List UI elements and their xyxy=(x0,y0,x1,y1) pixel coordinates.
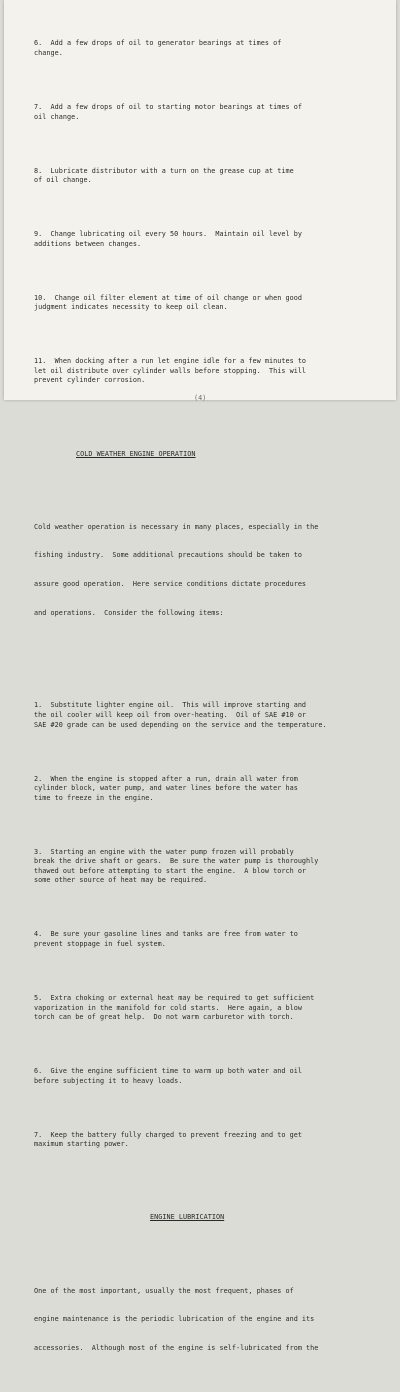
numbered-list-cold xyxy=(34,682,386,1169)
list-item xyxy=(34,230,386,249)
text-line: torch can be of great help. Do not warm carburetor with torch. xyxy=(34,1013,294,1022)
text-line: judgment indicates necessity to keep oil clean. xyxy=(34,303,228,312)
text-line: of oil change. xyxy=(34,176,92,185)
list-item xyxy=(34,1067,386,1086)
list-item xyxy=(34,1131,386,1150)
text-line: vaporization in the manifold for cold starts. Here again, a blow xyxy=(34,1003,302,1012)
text-line: 9. Change lubricating oil every 50 hours. Maintain oil level by xyxy=(34,230,302,239)
section-heading-cold-weather: COLD WEATHER ENGINE OPERATION xyxy=(76,449,196,458)
section-heading-lubrication: ENGINE LUBRICATION xyxy=(150,1213,225,1222)
text-line: some other source of heat may be required. xyxy=(34,876,208,885)
list-item xyxy=(34,701,386,730)
text-line: 4. Be sure your gasoline lines and tanks are free from water to xyxy=(34,930,298,939)
text-line: 8. Lubricate distributor with a turn on the grease cup at time xyxy=(34,166,294,175)
text-line: One of the most important, usually the most frequent, phases of xyxy=(34,1286,294,1295)
text-line: SAE #20 grade can be used depending on the service and the temperature. xyxy=(34,720,327,729)
text-line: 11. When docking after a run let engine idle for a few minutes to xyxy=(34,357,307,366)
document-body xyxy=(34,1,386,1392)
text-line: fishing industry. Some additional precautions should be taken to xyxy=(34,551,302,560)
text-line: oil change. xyxy=(34,112,80,121)
text-line: and operations. Consider the following items: xyxy=(34,609,224,618)
text-line: time to freeze in the engine. xyxy=(34,793,154,802)
text-line: 5. Extra choking or external heat may be required to get sufficient xyxy=(34,994,315,1002)
text-line: accessories. Although most of the engine is self-lubricated from the xyxy=(34,1344,319,1353)
text-line: assure good operation. Here service conditions dictate procedures xyxy=(34,580,307,589)
list-item xyxy=(34,775,386,804)
text-line: engine maintenance is the periodic lubrication of the engine and its xyxy=(34,1315,315,1324)
text-line: break the drive shaft or gears. Be sure the water pump is thoroughly xyxy=(34,857,319,866)
text-line: the oil cooler will keep oil from over-heating. Oil of SAE #10 or xyxy=(34,710,307,719)
text-line: prevent cylinder corrosion. xyxy=(34,376,146,385)
text-line: change. xyxy=(34,48,63,57)
text-line: additions between changes. xyxy=(34,239,142,248)
list-item xyxy=(34,294,386,313)
text-line: 6. Add a few drops of oil to generator bearings at times of xyxy=(34,39,282,48)
list-item xyxy=(34,357,386,386)
list-item xyxy=(34,39,386,58)
text-line: thawed out before attempting to start the engine. A blow torch or xyxy=(34,866,307,875)
document-page xyxy=(4,0,396,1353)
paragraph-intro xyxy=(34,504,386,638)
list-item xyxy=(34,994,386,1023)
list-item xyxy=(34,848,386,886)
text-line: 2. When the engine is stopped after a run, drain all water from xyxy=(34,774,298,783)
text-line: 6. Give the engine sufficient time to warm up both water and oil xyxy=(34,1067,302,1076)
text-line: maximum starting power. xyxy=(34,1140,129,1149)
list-item xyxy=(34,930,386,949)
list-item xyxy=(34,167,386,186)
paragraph-lubrication xyxy=(34,1267,386,1373)
text-line: let oil distribute over cylinder walls before stopping. This will xyxy=(34,366,307,375)
text-line: 7. Keep the battery fully charged to prevent freezing and to get xyxy=(34,1130,302,1139)
numbered-list-top xyxy=(34,20,386,405)
list-item xyxy=(34,103,386,122)
text-line: 3. Starting an engine with the water pump frozen will probably xyxy=(34,847,294,856)
text-line: prevent stoppage in fuel system. xyxy=(34,940,166,949)
page-number: (4) xyxy=(194,394,207,402)
text-line: cylinder block, water pump, and water lines before the water has xyxy=(34,784,298,793)
text-line: Cold weather operation is necessary in many places, especially in the xyxy=(34,522,319,531)
text-line: 7. Add a few drops of oil to starting motor bearings at times of xyxy=(34,102,302,111)
text-line: 10. Change oil filter element at time of oil change or when good xyxy=(34,293,302,302)
text-line: 1. Substitute lighter engine oil. This will improve starting and xyxy=(34,701,307,710)
text-line: before subjecting it to heavy loads. xyxy=(34,1076,183,1085)
